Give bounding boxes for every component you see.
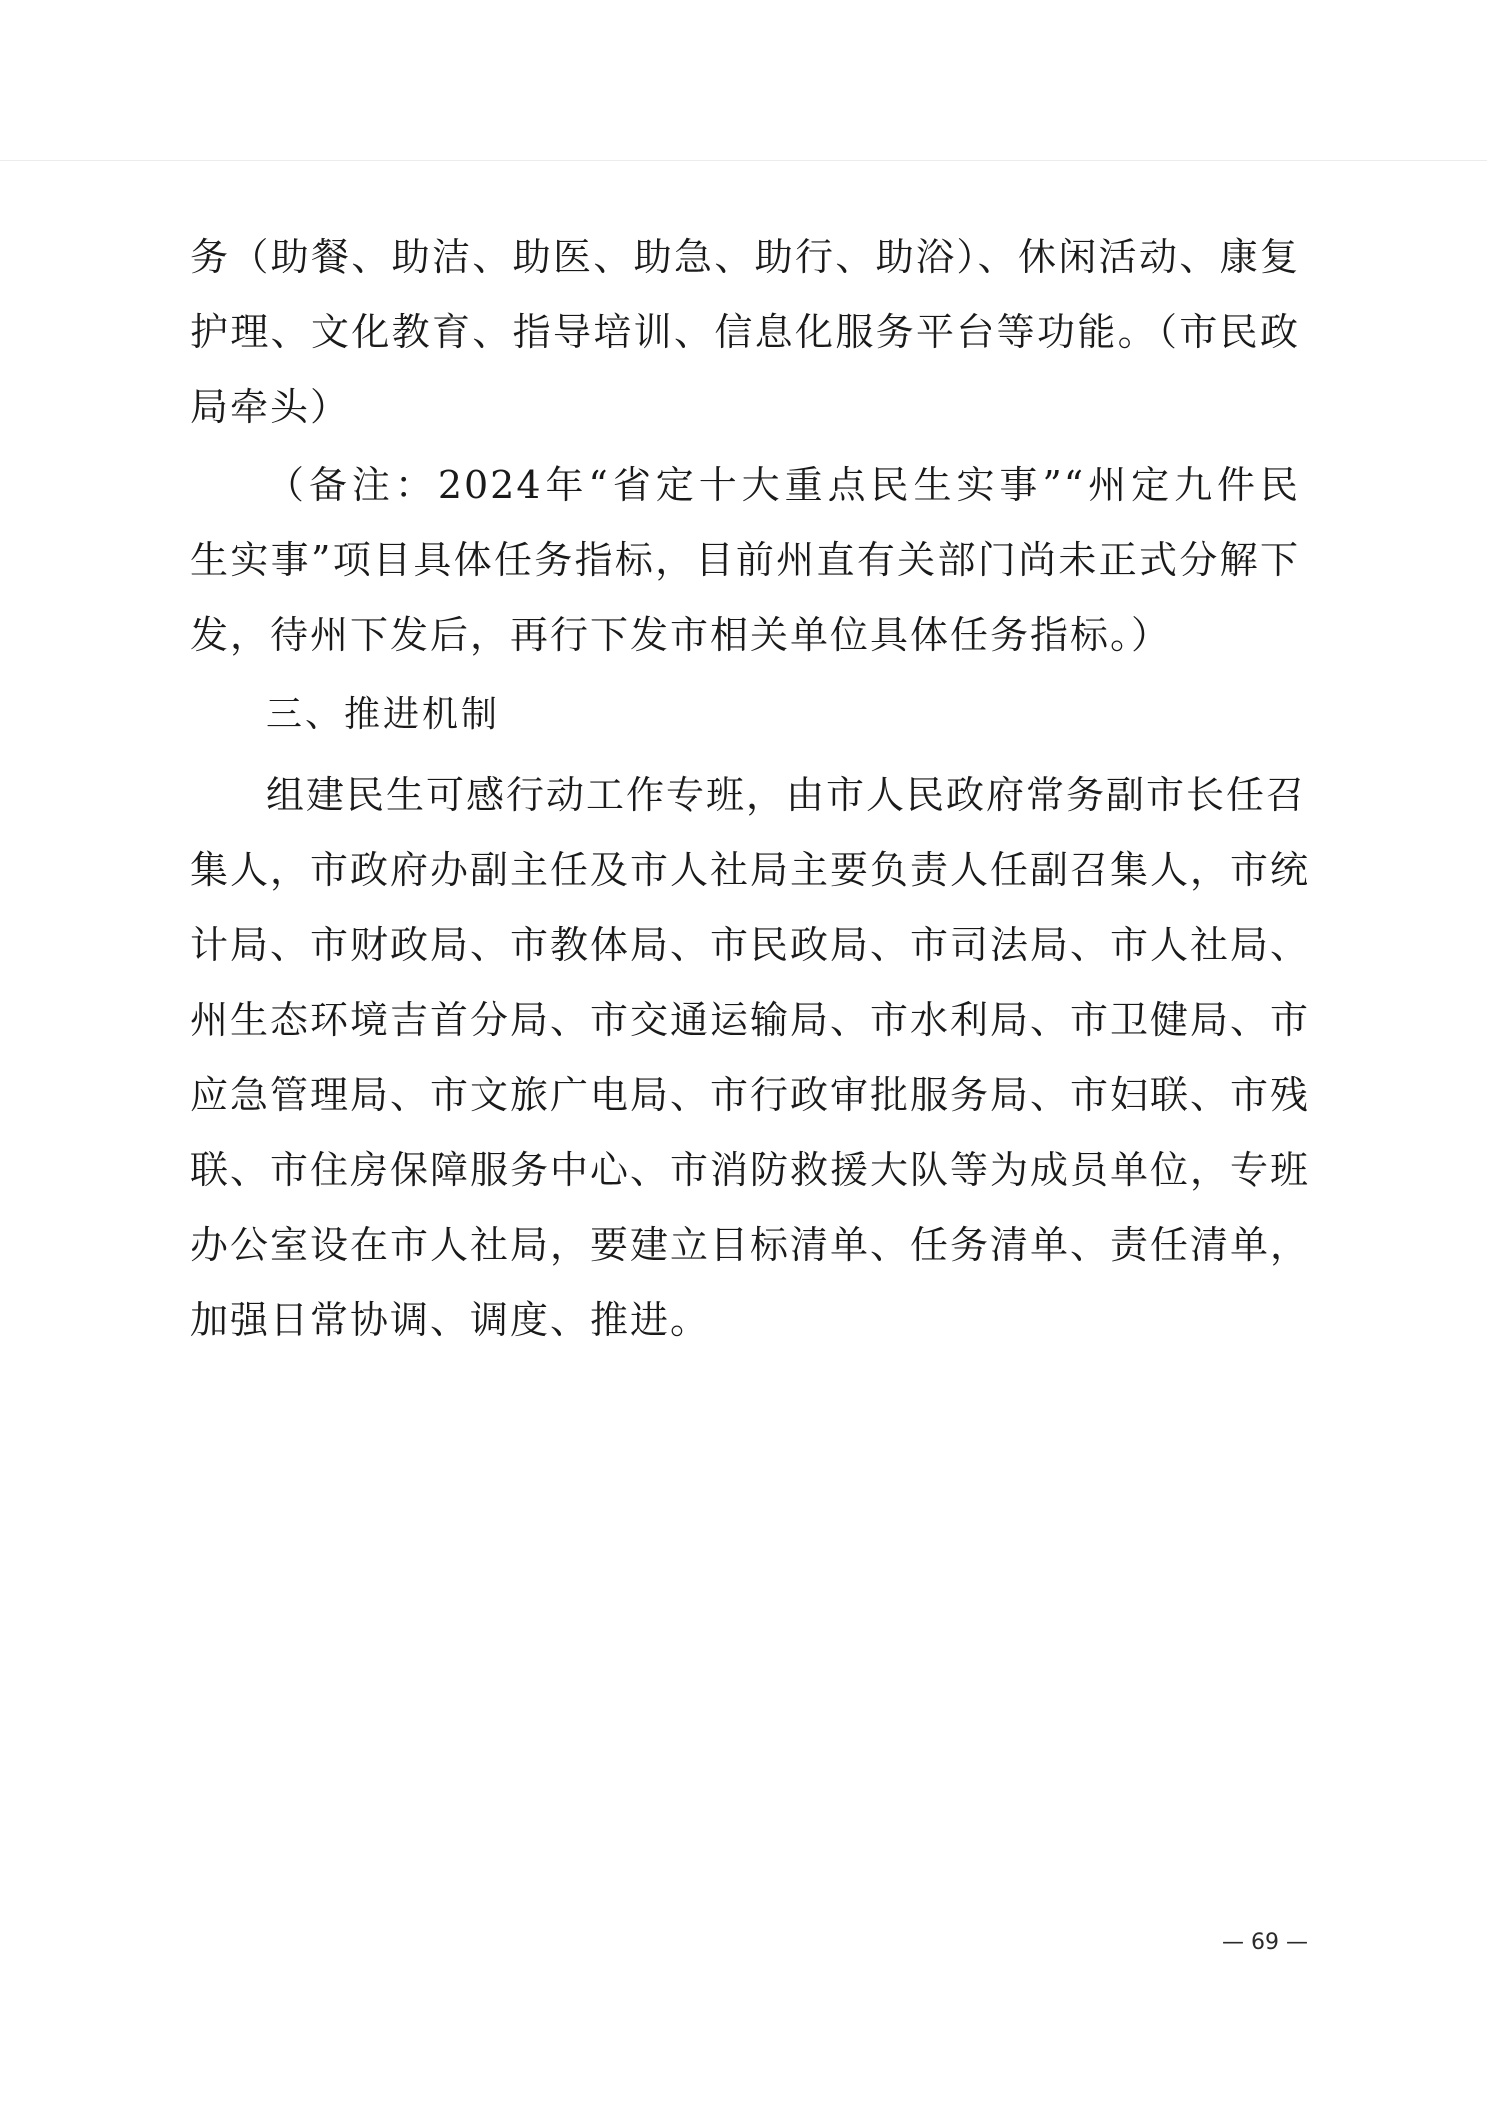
note-line: 发，待州下发后，再行下发市相关单位具体任务指标。） xyxy=(190,613,1172,657)
page-number: — 69 — xyxy=(1222,1930,1308,1955)
paragraph-line: 护理、文化教育、指导培训、信息化服务平台等功能。（市民政 xyxy=(190,310,1300,354)
scan-edge xyxy=(0,160,1487,161)
paragraph-line: 应急管理局、市文旅广电局、市行政审批服务局、市妇联、市残 xyxy=(190,1073,1311,1117)
paragraph-line: 州生态环境吉首分局、市交通运输局、市水利局、市卫健局、市 xyxy=(190,998,1311,1042)
paragraph-line: 联、市住房保障服务中心、市消防救援大队等为成员单位，专班 xyxy=(190,1148,1311,1192)
paragraph-line: 集人，市政府办副主任及市人社局主要负责人任副召集人，市统 xyxy=(190,848,1311,892)
paragraph-line: 务（助餐、助洁、助医、助急、助行、助浴）、休闲活动、康复 xyxy=(190,235,1300,279)
note-line: 生实事”项目具体任务指标，目前州直有关部门尚未正式分解下 xyxy=(190,538,1300,582)
note-line: （备注：2024年“省定十大重点民生实事”“州定九件民 xyxy=(266,463,1300,507)
paragraph-line: 局牵头） xyxy=(190,385,351,429)
paragraph-line: 计局、市财政局、市教体局、市民政局、市司法局、市人社局、 xyxy=(190,923,1311,967)
paragraph-line: 加强日常协调、调度、推进。 xyxy=(190,1298,711,1342)
paragraph-line: 组建民生可感行动工作专班，由市人民政府常务副市长任召 xyxy=(266,773,1307,817)
paragraph-line: 办公室设在市人社局，要建立目标清单、任务清单、责任清单， xyxy=(190,1223,1311,1267)
section-heading: 三、推进机制 xyxy=(266,694,501,735)
